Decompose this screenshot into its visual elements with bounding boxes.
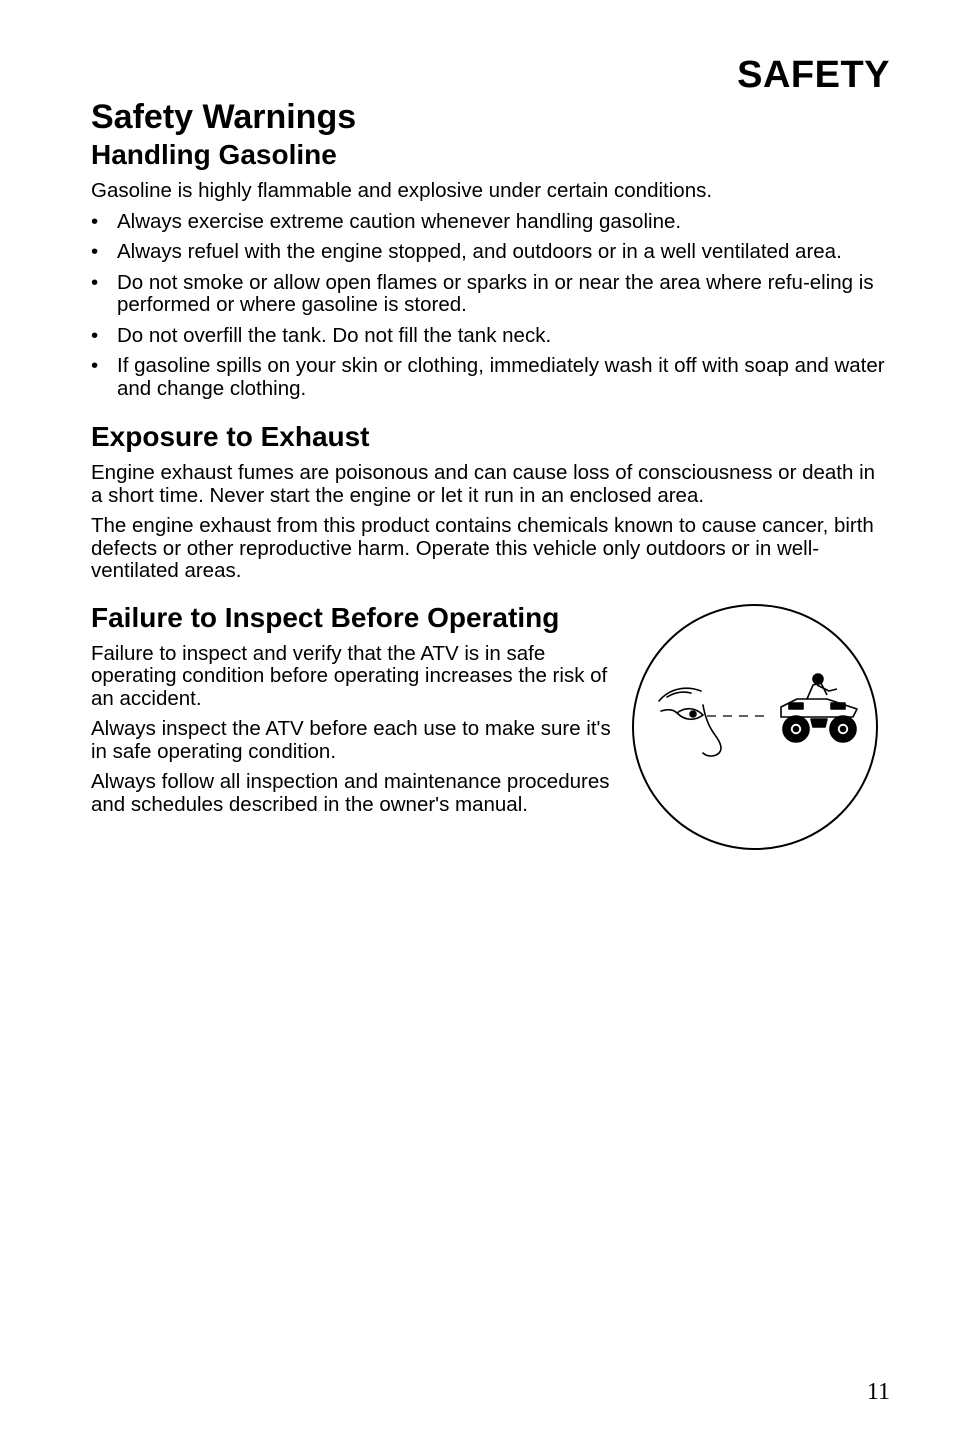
list-item: • If gasoline spills on your skin or clothing, immediately wash it off with soap and water and change clothing. — [91, 355, 891, 400]
exhaust-paragraph: The engine exhaust from this product contains chemicals known to cause cancer, birth defects or other reproductive harm. Operate this vehicle only outdoors or in well-ventilated areas. — [91, 514, 874, 582]
failure-inspect-heading: Failure to Inspect Before Operating — [91, 601, 560, 633]
inspect-paragraph: Always follow all inspection and maintenance procedures and schedules described in the owner's manual. — [91, 770, 610, 816]
inspect-atv-illustration — [631, 603, 879, 851]
inspect-paragraph: Always inspect the ATV before each use to make sure it's in safe operating condition. — [91, 717, 611, 763]
chapter-title: SAFETY — [737, 54, 890, 96]
exposure-exhaust-heading: Exposure to Exhaust — [91, 421, 370, 452]
list-item: • Always exercise extreme caution whenever handling gasoline. — [91, 211, 891, 234]
page-title: Safety Warnings — [91, 98, 357, 136]
list-item: • Always refuel with the engine stopped, and outdoors or in a well ventilated area. — [91, 241, 891, 264]
list-item: • Do not smoke or allow open flames or sparks in or near the area where refu-eling is performed or where gasoline is stored. — [91, 272, 891, 317]
list-item: • Do not overfill the tank. Do not fill the tank neck. — [91, 325, 891, 348]
gasoline-bullet-list — [91, 211, 891, 401]
handling-gasoline-heading: Handling Gasoline — [91, 139, 337, 170]
handling-gasoline-section — [91, 138, 891, 400]
exhaust-paragraph: Engine exhaust fumes are poisonous and can cause loss of consciousness or death in a short time. Never start the engine or let it run in an enclosed area. — [91, 461, 876, 507]
failure-inspect-section — [91, 601, 891, 817]
page-content — [91, 96, 891, 816]
exposure-exhaust-section — [91, 420, 891, 583]
inspect-text-block — [91, 643, 611, 817]
page-number: 11 — [866, 1379, 890, 1405]
inspect-paragraph: Failure to inspect and verify that the ATV is in safe operating condition before operating increases the risk of an accident. — [91, 641, 608, 710]
gasoline-intro: Gasoline is highly flammable and explosive under certain conditions. — [91, 179, 713, 202]
